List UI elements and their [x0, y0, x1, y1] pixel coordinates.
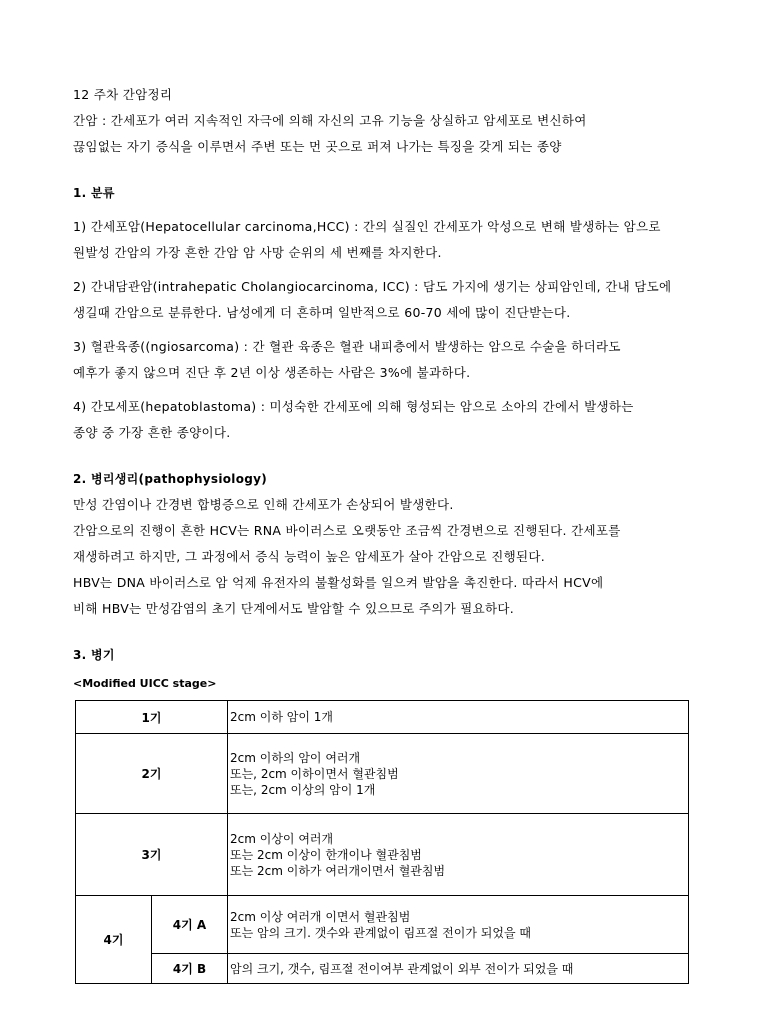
stage-description: 암의 크기, 갯수, 림프절 전이여부 관계없이 외부 전이가 되었을 때: [228, 954, 689, 984]
classification-4-line-1: 4) 간모세포(hepatoblastoma) : 미성숙한 간세포에 의해 형성되는 암으로 소아의 간에서 발생하는: [73, 399, 634, 414]
stage-label: 4기 B: [152, 954, 228, 984]
stage-label: 2기: [76, 734, 228, 814]
classification-3-line-1: 3) 혈관육종((ngiosarcoma) : 간 혈관 육종은 혈관 내피층에서 발생하는 암으로 수술을 하더라도: [73, 339, 621, 354]
stage-label: 4기: [76, 896, 152, 984]
classification-4-line-2: 종양 중 가장 흔한 종양이다.: [73, 425, 231, 440]
stage-table-caption: <Modified UICC stage>: [73, 677, 217, 690]
stage-label: 1기: [76, 701, 228, 734]
doc-title: 12 주차 간암정리: [73, 87, 173, 102]
stage-table: [75, 700, 689, 984]
table-row: [76, 896, 689, 954]
stage-description: 2cm 이상이 여러개 또는 2cm 이상이 한개이나 혈관침범 또는 2cm 이하가 여러개이면서 혈관침범: [228, 814, 689, 896]
stage-label: 4기 A: [152, 896, 228, 954]
stage-description: 2cm 이하 암이 1개: [228, 701, 689, 734]
table-row: [76, 701, 689, 734]
intro-line-1: 간암 : 간세포가 여러 지속적인 자극에 의해 자신의 고유 기능을 상실하고 암세포로 변신하여: [73, 113, 587, 128]
classification-3-line-2: 예후가 좋지 않으며 진단 후 2년 이상 생존하는 사람은 3%에 불과하다.: [73, 365, 471, 380]
section-3-heading: 3. 병기: [73, 648, 115, 662]
pathophysiology-line-4: HBV는 DNA 바이러스로 암 억제 유전자의 불활성화를 일으켜 발암을 촉진한다. 따라서 HCV에: [73, 575, 604, 590]
intro-line-2: 끊임없는 자기 증식을 이루면서 주변 또는 먼 곳으로 퍼져 나가는 특징을 갖게 되는 종양: [73, 139, 562, 154]
stage-description: 2cm 이상 여러개 이면서 혈관침범 또는 암의 크기. 갯수와 관계없이 림프절 전이가 되었을 때: [228, 896, 689, 954]
pathophysiology-line-1: 만성 간염이나 간경변 합병증으로 인해 간세포가 손상되어 발생한다.: [73, 497, 454, 512]
classification-2-line-1: 2) 간내담관암(intrahepatic Cholangiocarcinoma, ICC) : 담도 가지에 생기는 상피암인데, 간내 담도에: [73, 279, 672, 294]
table-row: [76, 734, 689, 814]
classification-2-line-2: 생길때 간암으로 분류한다. 남성에게 더 흔하며 일반적으로 60-70 세에 많이 진단받는다.: [73, 305, 571, 320]
stage-label: 3기: [76, 814, 228, 896]
classification-1-line-2: 원발성 간암의 가장 흔한 간암 암 사망 순위의 세 번째를 차지한다.: [73, 245, 442, 260]
stage-description: 2cm 이하의 암이 여러개 또는, 2cm 이하이면서 혈관침범 또는, 2cm 이상의 암이 1개: [228, 734, 689, 814]
section-1-heading: 1. 분류: [73, 186, 115, 200]
pathophysiology-line-5: 비해 HBV는 만성감염의 초기 단계에서도 발암할 수 있으므로 주의가 필요하다.: [73, 601, 515, 616]
section-2-heading: 2. 병리생리(pathophysiology): [73, 472, 268, 486]
table-row: [76, 814, 689, 896]
table-row: [76, 954, 689, 984]
document-page: [73, 82, 691, 976]
classification-1-line-1: 1) 간세포암(Hepatocellular carcinoma,HCC) : 간의 실질인 간세포가 악성으로 변해 발생하는 암으로: [73, 219, 661, 234]
pathophysiology-line-3: 재생하려고 하지만, 그 과정에서 증식 능력이 높은 암세포가 살아 간암으로 진행된다.: [73, 549, 546, 564]
pathophysiology-line-2: 간암으로의 진행이 흔한 HCV는 RNA 바이러스로 오랫동안 조금씩 간경변으로 진행된다. 간세포를: [73, 523, 621, 538]
